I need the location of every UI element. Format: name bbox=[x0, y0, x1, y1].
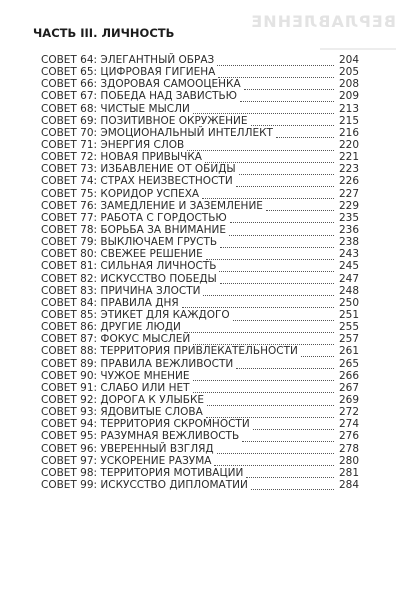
dot-leader bbox=[246, 469, 334, 478]
dot-leader bbox=[219, 263, 334, 272]
toc-entry-page-number: 205 bbox=[338, 66, 359, 79]
toc-entry bbox=[41, 90, 359, 102]
toc-entry-page-number: 213 bbox=[338, 102, 359, 115]
dot-leader bbox=[236, 178, 334, 187]
toc-entry-page-number: 269 bbox=[338, 393, 359, 406]
dot-leader bbox=[214, 457, 334, 466]
toc-entry-page-number: 281 bbox=[338, 466, 359, 479]
dot-leader bbox=[205, 154, 334, 163]
toc-entry-title: СОВЕТ 98: ТЕРРИТОРИЯ МОТИВАЦИИ bbox=[41, 466, 244, 479]
toc-entry-page-number: 248 bbox=[338, 284, 359, 297]
toc-entry-title: СОВЕТ 95: РАЗУМНАЯ ВЕЖЛИВОСТЬ bbox=[41, 430, 240, 443]
toc-entry-title: СОВЕТ 73: ИЗБАВЛЕНИЕ ОТ ОБИДЫ bbox=[41, 163, 236, 176]
toc-entry bbox=[41, 248, 359, 260]
toc-entry-title: СОВЕТ 79: ВЫКЛЮЧАЕМ ГРУСТЬ bbox=[41, 236, 218, 249]
toc-entry-title: СОВЕТ 67: ПОБЕДА НАД ЗАВИСТЬЮ bbox=[41, 90, 238, 103]
toc-entry-page-number: 235 bbox=[338, 211, 359, 224]
dot-leader bbox=[301, 348, 334, 357]
toc-entry-page-number: 274 bbox=[338, 418, 359, 431]
toc-entry-title: СОВЕТ 96: УВЕРЕННЫЙ ВЗГЛЯД bbox=[41, 442, 214, 455]
toc-entry bbox=[41, 236, 359, 248]
toc-entry-page-number: 266 bbox=[338, 369, 359, 382]
dot-leader bbox=[207, 397, 334, 406]
toc-entry-title: СОВЕТ 99: ИСКУССТВО ДИПЛОМАТИИ bbox=[41, 478, 248, 491]
toc-entry-title: СОВЕТ 88: ТЕРРИТОРИЯ ПРИВЛЕКАТЕЛЬНОСТИ bbox=[41, 345, 298, 358]
toc-entry bbox=[41, 54, 359, 66]
toc-entry bbox=[41, 467, 359, 479]
toc-entry-page-number: 276 bbox=[338, 430, 359, 443]
toc-entry bbox=[41, 455, 359, 467]
toc-entry-page-number: 255 bbox=[338, 321, 359, 334]
toc-entry-page-number: 227 bbox=[338, 187, 359, 200]
toc-entry-title: СОВЕТ 75: КОРИДОР УСПЕХА bbox=[41, 187, 200, 200]
dot-leader bbox=[251, 481, 334, 490]
toc-entry-title: СОВЕТ 94: ТЕРРИТОРИЯ СКРОМНОСТИ bbox=[41, 418, 250, 431]
toc-entry-title: СОВЕТ 65: ЦИФРОВАЯ ГИГИЕНА bbox=[41, 66, 216, 79]
toc-entry-title: СОВЕТ 86: ДРУГИЕ ЛЮДИ bbox=[41, 321, 181, 334]
toc-entry bbox=[41, 285, 359, 297]
toc-entry bbox=[41, 297, 359, 309]
toc-entry-page-number: 238 bbox=[338, 236, 359, 249]
toc-entry-page-number: 243 bbox=[338, 248, 359, 261]
dot-leader bbox=[253, 421, 334, 430]
toc-entry bbox=[41, 175, 359, 187]
toc-entry-page-number: 215 bbox=[338, 114, 359, 127]
toc-entry bbox=[41, 430, 359, 442]
toc-entry-title: СОВЕТ 89: ПРАВИЛА ВЕЖЛИВОСТИ bbox=[41, 357, 234, 370]
toc-entry-title: СОВЕТ 81: СИЛЬНАЯ ЛИЧНОСТЬ bbox=[41, 260, 217, 273]
bleed-through-heading: ВЕРЛАВЛЕНИЕ bbox=[250, 12, 396, 31]
toc-entry-title: СОВЕТ 72: НОВАЯ ПРИВЫЧКА bbox=[41, 151, 202, 164]
toc-entry-title: СОВЕТ 77: РАБОТА С ГОРДОСТЬЮ bbox=[41, 211, 227, 224]
toc-entry-title: СОВЕТ 83: ПРИЧИНА ЗЛОСТИ bbox=[41, 284, 201, 297]
toc-entry bbox=[41, 66, 359, 78]
toc-entry-page-number: 251 bbox=[338, 308, 359, 321]
dot-leader bbox=[182, 299, 334, 308]
toc-entry-page-number: 278 bbox=[338, 442, 359, 455]
dot-leader bbox=[240, 93, 334, 102]
toc-entry bbox=[41, 127, 359, 139]
toc-entry bbox=[41, 78, 359, 90]
toc-entry-page-number: 247 bbox=[338, 272, 359, 285]
dot-leader bbox=[184, 324, 334, 333]
toc-entry bbox=[41, 345, 359, 357]
toc-entry-title: СОВЕТ 90: ЧУЖОЕ МНЕНИЕ bbox=[41, 369, 190, 382]
bleed-through-rule bbox=[320, 48, 396, 50]
dot-leader bbox=[187, 142, 334, 151]
toc-entry bbox=[41, 224, 359, 236]
toc-entry-page-number: 272 bbox=[338, 406, 359, 419]
toc-entry-page-number: 261 bbox=[338, 345, 359, 358]
table-of-contents bbox=[41, 54, 359, 491]
toc-entry-title: СОВЕТ 87: ФОКУС МЫСЛЕЙ bbox=[41, 333, 191, 346]
toc-entry-page-number: 208 bbox=[338, 78, 359, 91]
dot-leader bbox=[206, 251, 334, 260]
toc-entry bbox=[41, 406, 359, 418]
toc-entry-title: СОВЕТ 80: СВЕЖЕЕ РЕШЕНИЕ bbox=[41, 248, 203, 261]
toc-entry-page-number: 223 bbox=[338, 163, 359, 176]
toc-entry-title: СОВЕТ 69: ПОЗИТИВНОЕ ОКРУЖЕНИЕ bbox=[41, 114, 248, 127]
dot-leader bbox=[217, 57, 334, 66]
toc-entry-title: СОВЕТ 66: ЗДОРОВАЯ САМООЦЕНКА bbox=[41, 78, 241, 91]
toc-entry bbox=[41, 273, 359, 285]
dot-leader bbox=[230, 214, 334, 223]
toc-entry bbox=[41, 163, 359, 175]
dot-leader bbox=[193, 105, 334, 114]
toc-entry-page-number: 280 bbox=[338, 454, 359, 467]
dot-leader bbox=[239, 166, 334, 175]
toc-entry bbox=[41, 382, 359, 394]
toc-entry bbox=[41, 103, 359, 115]
toc-entry-title: СОВЕТ 78: БОРЬБА ЗА ВНИМАНИЕ bbox=[41, 223, 226, 236]
toc-entry bbox=[41, 200, 359, 212]
toc-entry-title: СОВЕТ 82: ИСКУССТВО ПОБЕДЫ bbox=[41, 272, 217, 285]
dot-leader bbox=[218, 69, 334, 78]
toc-entry-page-number: 204 bbox=[338, 54, 359, 66]
dot-leader bbox=[251, 117, 334, 126]
dot-leader bbox=[266, 202, 334, 211]
toc-entry-title: СОВЕТ 71: ЭНЕРГИЯ СЛОВ bbox=[41, 138, 185, 151]
toc-entry-page-number: 229 bbox=[338, 199, 359, 212]
dot-leader bbox=[236, 360, 334, 369]
dot-leader bbox=[220, 275, 334, 284]
toc-entry bbox=[41, 188, 359, 200]
toc-entry-page-number: 250 bbox=[338, 296, 359, 309]
toc-entry bbox=[41, 333, 359, 345]
dot-leader bbox=[202, 190, 334, 199]
toc-entry bbox=[41, 443, 359, 455]
toc-entry-page-number: 226 bbox=[338, 175, 359, 188]
toc-entry bbox=[41, 370, 359, 382]
dot-leader bbox=[244, 81, 334, 90]
toc-entry-page-number: 245 bbox=[338, 260, 359, 273]
dot-leader bbox=[229, 227, 334, 236]
toc-entry bbox=[41, 260, 359, 272]
toc-entry bbox=[41, 479, 359, 491]
dot-leader bbox=[233, 312, 334, 321]
toc-entry-page-number: 284 bbox=[338, 478, 359, 491]
dot-leader bbox=[217, 445, 334, 454]
toc-entry bbox=[41, 321, 359, 333]
toc-entry bbox=[41, 151, 359, 163]
toc-entry bbox=[41, 358, 359, 370]
dot-leader bbox=[276, 129, 334, 138]
toc-entry-page-number: 209 bbox=[338, 90, 359, 103]
toc-entry bbox=[41, 309, 359, 321]
toc-entry bbox=[41, 394, 359, 406]
toc-entry-title: СОВЕТ 84: ПРАВИЛА ДНЯ bbox=[41, 296, 179, 309]
toc-entry bbox=[41, 115, 359, 127]
toc-entry bbox=[41, 139, 359, 151]
dot-leader bbox=[220, 239, 334, 248]
toc-entry-title: СОВЕТ 74: СТРАХ НЕИЗВЕСТНОСТИ bbox=[41, 175, 233, 188]
toc-entry bbox=[41, 212, 359, 224]
toc-entry-title: СОВЕТ 70: ЭМОЦИОНАЛЬНЫЙ ИНТЕЛЛЕКТ bbox=[41, 126, 273, 139]
toc-entry-title: СОВЕТ 97: УСКОРЕНИЕ РАЗУМА bbox=[41, 454, 212, 467]
toc-entry-page-number: 257 bbox=[338, 333, 359, 346]
part-title: ЧАСТЬ III. ЛИЧНОСТЬ bbox=[33, 26, 175, 40]
toc-entry-title: СОВЕТ 92: ДОРОГА К УЛЫБКЕ bbox=[41, 393, 205, 406]
toc-entry-page-number: 221 bbox=[338, 151, 359, 164]
dot-leader bbox=[206, 409, 334, 418]
dot-leader bbox=[242, 433, 334, 442]
toc-entry-title: СОВЕТ 76: ЗАМЕДЛЕНИЕ И ЗАЗЕМЛЕНИЕ bbox=[41, 199, 263, 212]
toc-entry-page-number: 267 bbox=[338, 381, 359, 394]
toc-entry-title: СОВЕТ 93: ЯДОВИТЫЕ СЛОВА bbox=[41, 406, 203, 419]
dot-leader bbox=[193, 384, 334, 393]
toc-entry-page-number: 236 bbox=[338, 223, 359, 236]
dot-leader bbox=[193, 336, 334, 345]
toc-entry-title: СОВЕТ 91: СЛАБО ИЛИ НЕТ bbox=[41, 381, 190, 394]
toc-entry-title: СОВЕТ 68: ЧИСТЫЕ МЫСЛИ bbox=[41, 102, 190, 115]
toc-entry-title: СОВЕТ 85: ЭТИКЕТ ДЛЯ КАЖДОГО bbox=[41, 308, 230, 321]
toc-entry-page-number: 220 bbox=[338, 138, 359, 151]
toc-entry bbox=[41, 418, 359, 430]
dot-leader bbox=[193, 372, 334, 381]
dot-leader bbox=[203, 287, 334, 296]
toc-entry-page-number: 216 bbox=[338, 126, 359, 139]
toc-entry-title: СОВЕТ 64: ЭЛЕГАНТНЫЙ ОБРАЗ bbox=[41, 54, 215, 66]
toc-entry-page-number: 265 bbox=[338, 357, 359, 370]
